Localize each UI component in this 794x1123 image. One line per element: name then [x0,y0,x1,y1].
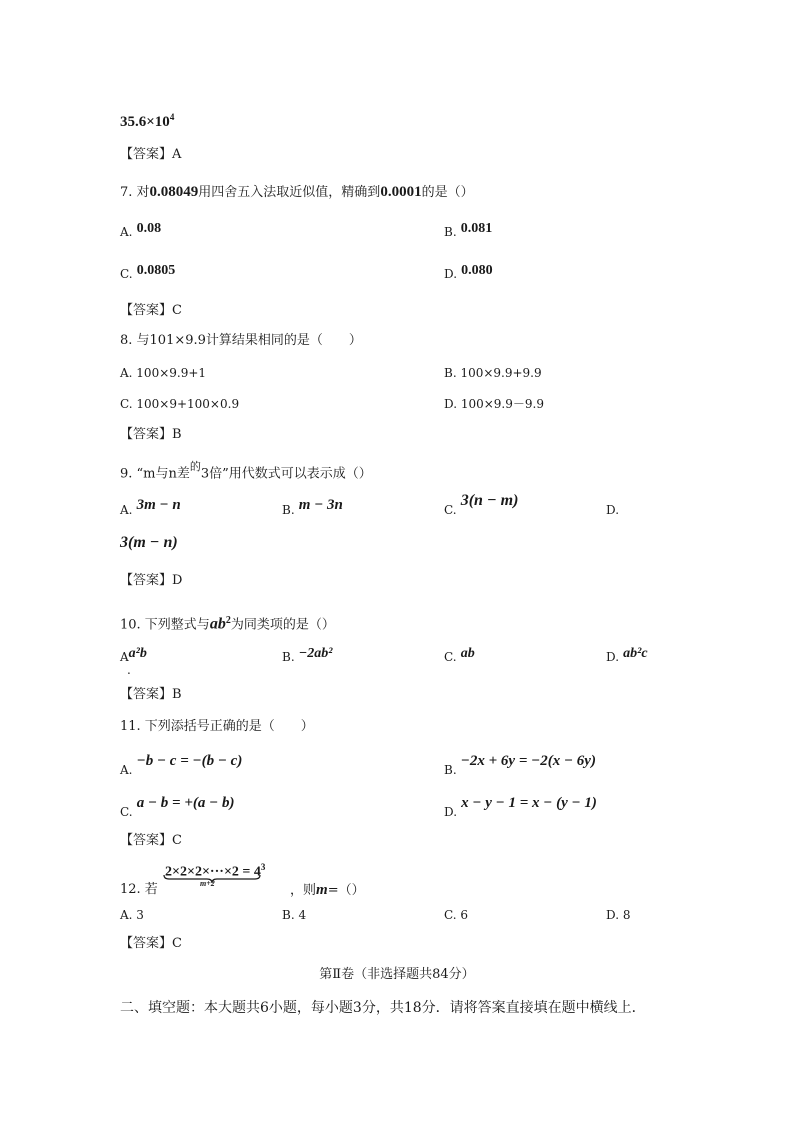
q9-option-d-value: 3(m − n) [120,534,178,551]
question-12-tail: ，则m=（） [290,882,365,898]
q12-option-b: B. 4 [282,908,307,922]
q9-option-b: B. m − 3n [282,497,343,517]
answer-9: 【答案】D [120,573,183,588]
q11-option-a: A. −b − c = −(b − c) [120,753,243,777]
question-8: 8. 与101×9.9计算结果相同的是（ ） [120,333,362,348]
answer-12: 【答案】C [120,936,182,951]
part-2-instructions: 二、填空题：本大题共6小题，每小题3分，共18分．请将答案直接填在题中横线上． [120,1000,646,1016]
answer-11: 【答案】C [120,833,182,848]
q10-option-b: B. −2ab² [282,646,333,664]
q8-option-b: B. 100×9.9+9.9 [444,366,542,380]
question-7: 7. 对0.08049用四舍五入法取近似值，精确到0.0001的是（） [120,184,474,200]
q7-option-c: C. 0.0805 [120,263,176,281]
q9-option-c: C. 3(n − m) [444,492,519,517]
answer-8: 【答案】B [120,427,182,442]
q7-option-d: D. 0.080 [444,263,493,281]
q10-option-c: C. ab [444,646,475,664]
part-2-title: 第Ⅱ卷（非选择题共84分） [319,967,475,982]
q11-option-b: B. −2x + 6y = −2(x − 6y) [444,753,596,777]
question-10: 10. 下列整式与$ab^2$为同类项的是（） [120,615,335,633]
question-9: 9. “m与n差$^的$3倍”用代数式可以表示成（） [120,460,372,482]
q8-option-c: C. 100×9+100×0.9 [120,397,240,411]
q12-option-a: A. 3 [120,908,144,922]
q7-option-b: B. 0.081 [444,221,493,239]
q12-option-c: C. 6 [444,908,469,922]
answer-6: 【答案】A [120,147,182,162]
q10-option-d: D. ab²c [606,646,648,664]
question-12: 12. 若 [120,882,158,897]
question-11: 11. 下列添括号正确的是（ ） [120,719,314,734]
answer-7: 【答案】C [120,303,182,318]
prev-option-expression: $35.6\times 10^4$ [120,112,175,130]
q11-option-d: D. x − y − 1 = x − (y − 1) [444,795,597,819]
q11-option-c: C. a − b = +(a − b) [120,795,235,819]
q7-option-a: A. 0.08 [120,221,162,239]
q9-option-a: A. 3m − n [120,497,181,517]
q8-option-a: A. 100×9.9+1 [120,366,207,380]
q12-underbrace-label: m+2 [200,879,215,888]
q10-option-a: Aa²b [120,646,147,664]
answer-10: 【答案】B [120,687,182,702]
q9-option-d-label: D. [606,503,620,517]
q8-option-d: D. 100×9.9－9.9 [444,397,544,411]
q12-option-d: D. 8 [606,908,631,922]
q12-product-expression: $2\times 2\times 2\times\cdot\cdot\cdot\times 2 = 4^3$ [165,862,266,880]
q10-option-a-dot: . [127,663,131,677]
